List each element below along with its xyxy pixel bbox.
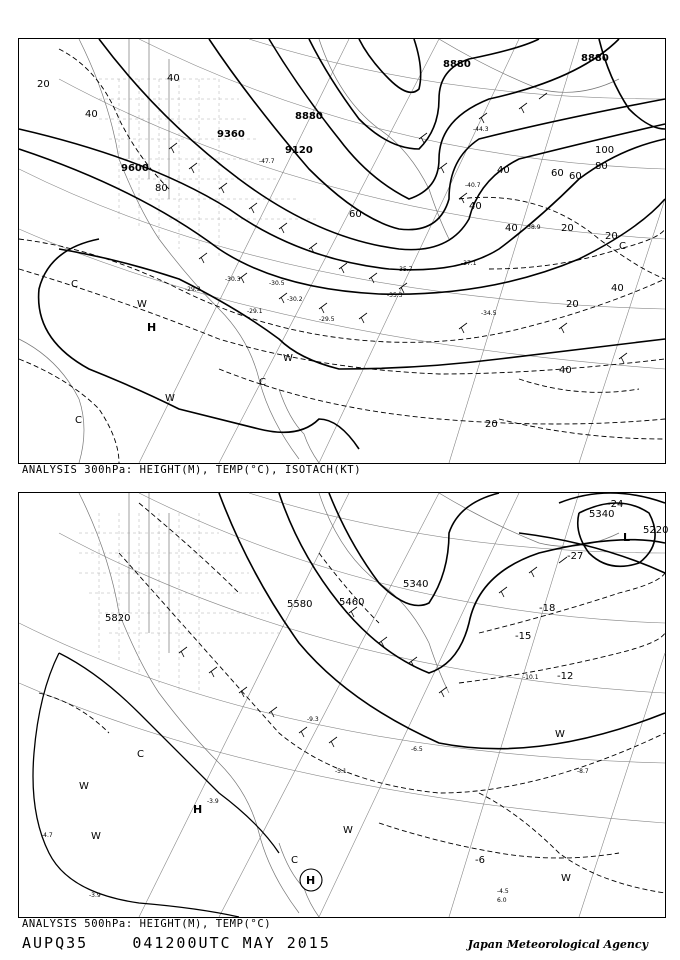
pressure-centers (71, 241, 626, 426)
isotach-label: 40 (85, 109, 98, 120)
isotach-label: 40 (497, 165, 510, 176)
height-label-9360: 9360 (217, 129, 245, 140)
height-label-5340-a: 5340 (403, 579, 429, 590)
map-panel-300hpa (18, 38, 666, 464)
isotach-label: 80 (595, 161, 608, 172)
isotherm-label: -27 (567, 551, 584, 562)
isotach-label: 80 (155, 183, 168, 194)
temp-label: -4.5 (497, 888, 509, 895)
height-label-5220: 5220 (643, 525, 669, 536)
isotach-label: 40 (505, 223, 518, 234)
height-label-9600: 9600 (121, 163, 149, 174)
temp-label: -35.3 (387, 292, 403, 299)
isotach-labels (37, 73, 624, 430)
isotach-label: 20 (561, 223, 574, 234)
chart-datetime: 041200UTC MAY 2015 (132, 934, 331, 952)
warm-center-marker: W (555, 729, 565, 740)
temp-label: -38.9 (525, 224, 541, 231)
temp-label: -9.3 (307, 716, 319, 723)
latlon-grid (19, 39, 665, 463)
height-labels (105, 509, 668, 624)
temp-label: -44.3 (473, 126, 489, 133)
isotherm-label: -15 (515, 631, 532, 642)
isotherm-label: -12 (557, 671, 574, 682)
warm-center-marker: W (165, 393, 175, 404)
warm-center-marker: W (137, 299, 147, 310)
temp-label: -6.5 (411, 746, 423, 753)
jet-axis (39, 239, 665, 449)
height-labels (121, 53, 609, 174)
isotach-label: 20 (37, 79, 50, 90)
cold-center-marker: C (71, 279, 78, 290)
height-label-5820: 5820 (105, 613, 131, 624)
warm-center-marker: W (283, 353, 293, 364)
temp-label: -30.5 (269, 280, 285, 287)
height-label-8880-a: 8880 (295, 111, 323, 122)
isotach-label: 60 (349, 209, 362, 220)
isotherm-label: -24 (607, 499, 624, 510)
height-contours (19, 39, 665, 294)
temp-label: -8.7 (577, 768, 589, 775)
high-center-marker: H (147, 321, 157, 334)
height-label-5340-b: 5340 (589, 509, 615, 520)
isotherms (19, 49, 665, 463)
map-500hpa (19, 493, 669, 917)
low-center-marker: L (623, 531, 631, 544)
isotach-label: 60 (569, 171, 582, 182)
temp-label: -10.1 (523, 674, 539, 681)
warm-center-marker: W (91, 831, 101, 842)
agency-name: Japan Meteorological Agency (467, 938, 648, 951)
isotach-label: 100 (595, 145, 615, 156)
cold-center-marker: C (619, 241, 626, 252)
cold-center-marker: C (259, 377, 266, 388)
warm-center-marker: W (79, 781, 89, 792)
isotach-label: 40 (167, 73, 180, 84)
caption-300hpa: ANALYSIS 300hPa: HEIGHT(M), TEMP(°C), ISOTACH(KT) (22, 464, 362, 476)
coastlines (19, 39, 619, 463)
high-center-marker: H (306, 874, 316, 887)
height-label-8880-b: 8880 (443, 59, 471, 70)
height-label-8880-c: 8880 (581, 53, 609, 64)
map-300hpa (19, 39, 665, 463)
warm-center-marker: W (561, 873, 571, 884)
high-center-marker: H (193, 803, 203, 816)
isotach-label: 40 (611, 283, 624, 294)
cold-center-marker: C (75, 415, 82, 426)
temp-label: -29.3 (185, 286, 201, 293)
pressure-centers (79, 531, 630, 891)
cold-center-marker: C (137, 749, 144, 760)
temp-label: -3.9 (89, 892, 101, 899)
cold-center-marker: C (291, 855, 298, 866)
temp-label: -30.3 (225, 276, 241, 283)
map-panel-500hpa (18, 492, 669, 918)
temp-label: 6.0 (497, 897, 507, 904)
temp-label: -30.2 (287, 296, 303, 303)
isotach-label: 40 (559, 365, 572, 376)
temp-label: -5.1 (335, 768, 347, 775)
temp-label: -34.5 (481, 310, 497, 317)
height-label-5580: 5580 (287, 599, 313, 610)
warm-center-marker: W (343, 825, 353, 836)
chart-identifier (22, 934, 331, 952)
isotach-label: 20 (485, 419, 498, 430)
isotherm-label: -6 (475, 855, 485, 866)
temp-label: -29.5 (319, 316, 335, 323)
caption-500hpa: ANALYSIS 500hPa: HEIGHT(M), TEMP(°C) (22, 918, 272, 930)
height-label-9120: 9120 (285, 145, 313, 156)
temp-label: -4.7 (41, 832, 53, 839)
temp-label: -35.7 (397, 266, 413, 273)
isotherm-label: -18 (539, 603, 556, 614)
isotach-label: 40 (469, 201, 482, 212)
temp-label: -29.1 (247, 308, 263, 315)
temp-label: -40.7 (465, 182, 481, 189)
height-label-5460: 5460 (339, 597, 365, 608)
temp-label: -37.1 (461, 260, 477, 267)
temp-label: -3.9 (207, 798, 219, 805)
isotach-label: 20 (605, 231, 618, 242)
isotach-label: 20 (566, 299, 579, 310)
temp-label: -47.7 (259, 158, 275, 165)
chart-code: AUPQ35 (22, 934, 89, 952)
isotach-label: 60 (551, 168, 564, 179)
terrain-hatch (79, 513, 279, 693)
